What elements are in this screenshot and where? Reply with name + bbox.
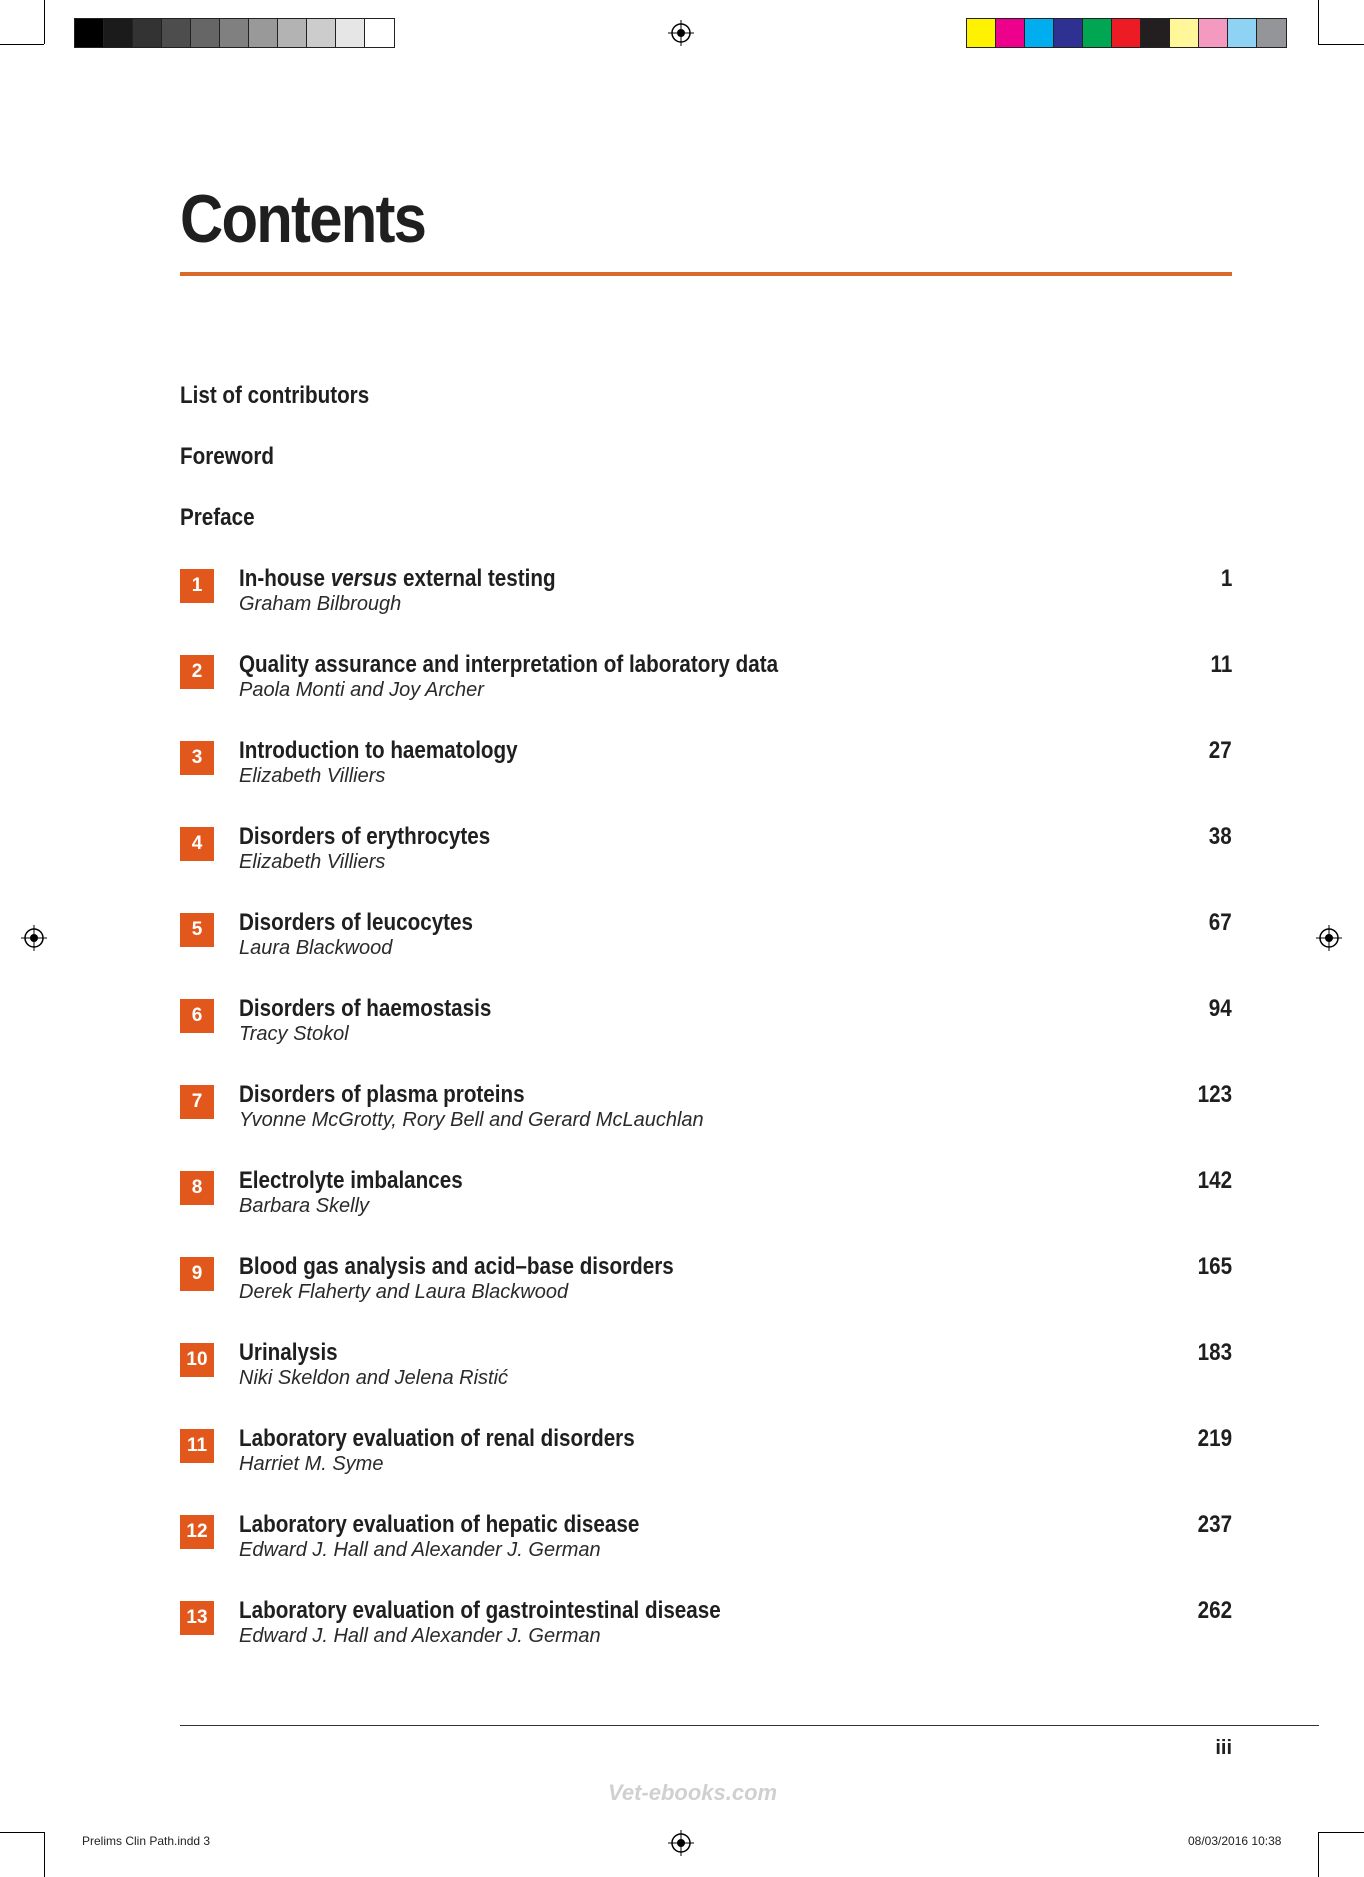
chapter-authors: Paola Monti and Joy Archer xyxy=(239,679,484,701)
chapter-authors: Tracy Stokol xyxy=(239,1023,349,1045)
chapter-authors: Derek Flaherty and Laura Blackwood xyxy=(239,1281,569,1303)
registration-mark-icon xyxy=(668,20,694,46)
color-swatch xyxy=(191,19,220,47)
crop-mark xyxy=(44,0,45,44)
page-title: Contents xyxy=(180,181,426,257)
chapter-entry[interactable] xyxy=(180,1425,1232,1485)
chapter-entry[interactable] xyxy=(180,1081,1232,1141)
color-swatch xyxy=(220,19,249,47)
crop-mark xyxy=(0,1832,44,1833)
chapter-page-number: 38 xyxy=(1209,823,1232,850)
chapter-title: Blood gas analysis and acid–base disorders xyxy=(239,1253,674,1280)
toc-entry-preface[interactable]: Preface xyxy=(180,504,255,531)
color-swatch xyxy=(104,19,133,47)
chapter-page-number: 165 xyxy=(1197,1253,1232,1280)
color-swatch xyxy=(336,19,365,47)
chapter-page-number: 123 xyxy=(1197,1081,1232,1108)
chapter-authors: Niki Skeldon and Jelena Ristić xyxy=(239,1367,509,1389)
color-swatch xyxy=(996,19,1025,47)
chapter-entry[interactable] xyxy=(180,1339,1232,1399)
color-swatch xyxy=(307,19,336,47)
color-swatch xyxy=(365,19,394,47)
chapter-number-badge: 6 xyxy=(180,999,214,1033)
color-swatch xyxy=(1141,19,1170,47)
crop-mark xyxy=(1318,0,1319,44)
chapter-page-number: 11 xyxy=(1210,651,1232,678)
color-swatch xyxy=(1054,19,1083,47)
chapter-number-badge: 13 xyxy=(180,1601,214,1635)
chapter-entry[interactable] xyxy=(180,651,1232,711)
chapter-number-badge: 1 xyxy=(180,569,214,603)
toc-entry-foreword[interactable]: Foreword xyxy=(180,443,275,470)
chapter-number-badge: 5 xyxy=(180,913,214,947)
chapter-title xyxy=(239,565,556,593)
chapter-page-number: 27 xyxy=(1209,737,1232,764)
color-swatch xyxy=(1170,19,1199,47)
chapter-title: Electrolyte imbalances xyxy=(239,1167,463,1194)
chapter-entry[interactable] xyxy=(180,1511,1232,1571)
grayscale-color-bar xyxy=(74,18,395,48)
chapter-title: Introduction to haematology xyxy=(239,737,518,764)
chapter-entry[interactable] xyxy=(180,995,1232,1055)
chapter-page-number: 67 xyxy=(1209,909,1232,936)
color-swatch xyxy=(249,19,278,47)
slug-date-time: 08/03/2016 10:38 xyxy=(1188,1834,1282,1848)
chapter-title: Disorders of erythrocytes xyxy=(239,823,491,850)
color-swatch xyxy=(1112,19,1141,47)
chapter-number-badge: 2 xyxy=(180,655,214,689)
chapter-page-number: 94 xyxy=(1209,995,1232,1022)
chapter-authors: Laura Blackwood xyxy=(239,937,393,959)
chapter-number-badge: 8 xyxy=(180,1171,214,1205)
crop-mark xyxy=(0,44,44,45)
title-rule xyxy=(180,272,1232,276)
chapter-entry[interactable] xyxy=(180,1167,1232,1227)
chapter-title: Disorders of plasma proteins xyxy=(239,1081,525,1108)
chapter-authors: Edward J. Hall and Alexander J. German xyxy=(239,1625,601,1647)
chapter-number-badge: 4 xyxy=(180,827,214,861)
crop-mark xyxy=(1318,44,1364,45)
toc-entry-contributors[interactable]: List of contributors xyxy=(180,382,370,409)
chapter-authors: Graham Bilbrough xyxy=(239,593,402,615)
slug-file-info: Prelims Clin Path.indd 3 xyxy=(82,1834,211,1848)
chapter-authors: Barbara Skelly xyxy=(239,1195,370,1217)
color-swatch xyxy=(75,19,104,47)
chapter-page-number: 142 xyxy=(1197,1167,1232,1194)
color-swatch xyxy=(133,19,162,47)
chapter-authors: Harriet M. Syme xyxy=(239,1453,384,1475)
color-swatch xyxy=(1199,19,1228,47)
chapter-title-part: In-house xyxy=(239,565,331,592)
crop-mark xyxy=(1318,1832,1364,1833)
folio-page-number: iii xyxy=(1215,1737,1232,1759)
chapter-entry[interactable] xyxy=(180,823,1232,883)
chapter-entry[interactable] xyxy=(180,565,1232,625)
color-swatch xyxy=(967,19,996,47)
chapter-number-badge: 12 xyxy=(180,1515,214,1549)
chapter-authors: Yvonne McGrotty, Rory Bell and Gerard McLauchlan xyxy=(239,1109,704,1131)
chapter-page-number: 262 xyxy=(1197,1597,1232,1624)
chapter-number-badge: 9 xyxy=(180,1257,214,1291)
registration-mark-icon xyxy=(1316,925,1342,951)
registration-mark-icon xyxy=(668,1830,694,1856)
chapter-entry[interactable] xyxy=(180,737,1232,797)
chapter-page-number: 237 xyxy=(1197,1511,1232,1538)
chapter-page-number: 219 xyxy=(1197,1425,1232,1452)
color-swatch xyxy=(1257,19,1286,47)
color-swatch xyxy=(162,19,191,47)
chapter-title-italic: versus xyxy=(330,565,398,592)
chapter-title-part: external testing xyxy=(397,565,556,592)
color-swatch xyxy=(278,19,307,47)
watermark-logo: Vet-ebooks.com xyxy=(608,1780,778,1805)
color-swatch xyxy=(1228,19,1257,47)
crop-mark xyxy=(1318,1832,1319,1877)
chapter-title: Laboratory evaluation of gastrointestinal disease xyxy=(239,1597,721,1624)
chapter-title: Laboratory evaluation of renal disorders xyxy=(239,1425,635,1452)
chapter-entry[interactable] xyxy=(180,1597,1232,1657)
chapter-entry[interactable] xyxy=(180,909,1232,969)
chapter-title: Disorders of haemostasis xyxy=(239,995,492,1022)
chapter-title: Urinalysis xyxy=(239,1339,338,1366)
chapter-title: Quality assurance and interpretation of laboratory data xyxy=(239,651,779,678)
chapter-authors: Elizabeth Villiers xyxy=(239,765,386,787)
crop-mark xyxy=(44,1832,45,1877)
chapter-number-badge: 3 xyxy=(180,741,214,775)
chapter-page-number: 1 xyxy=(1220,565,1232,592)
chapter-number-badge: 11 xyxy=(180,1429,214,1463)
color-swatch xyxy=(1025,19,1054,47)
chapter-entry[interactable] xyxy=(180,1253,1232,1313)
chapter-authors: Elizabeth Villiers xyxy=(239,851,386,873)
registration-mark-icon xyxy=(21,925,47,951)
color-swatch xyxy=(1083,19,1112,47)
chapter-number-badge: 10 xyxy=(180,1343,214,1377)
chapter-number-badge: 7 xyxy=(180,1085,214,1119)
chapter-page-number: 183 xyxy=(1197,1339,1232,1366)
process-color-bar xyxy=(966,18,1287,48)
chapter-title: Disorders of leucocytes xyxy=(239,909,474,936)
footer-rule xyxy=(180,1725,1319,1726)
chapter-authors: Edward J. Hall and Alexander J. German xyxy=(239,1539,601,1561)
chapter-title: Laboratory evaluation of hepatic disease xyxy=(239,1511,640,1538)
